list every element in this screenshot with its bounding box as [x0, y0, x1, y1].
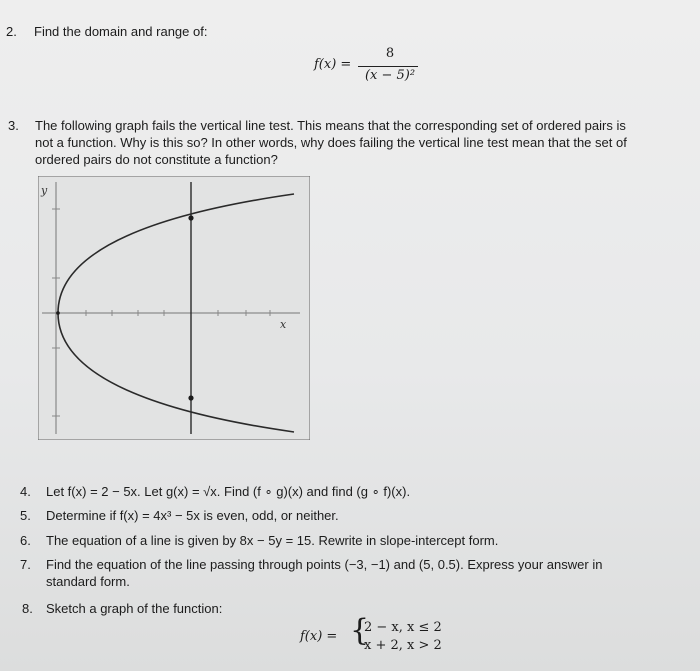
q8-piece2: x + 2, x > 2: [364, 638, 442, 653]
q2-fx-numerator: 8: [385, 46, 395, 61]
graph-y-label: y: [41, 184, 48, 197]
q5-number: 5.: [20, 508, 31, 523]
q3-line1: The following graph fails the vertical line test. This means that the corresponding set of ordered pairs is: [35, 118, 626, 133]
q7-number: 7.: [20, 557, 31, 572]
graph-x-label: x: [280, 318, 287, 331]
q8-fx-lhs: f(x) =: [300, 629, 338, 644]
q2-number: 2.: [6, 24, 17, 39]
q2-text: Find the domain and range of:: [34, 24, 208, 39]
q8-number: 8.: [22, 601, 33, 616]
q7-line1: Find the equation of the line passing through points (−3, −1) and (5, 0.5). Express your answer in: [46, 557, 603, 572]
graph-frame: [38, 176, 310, 440]
q2-fx-lhs: f(x) =: [314, 57, 352, 72]
q8-piece1: 2 − x, x ≤ 2: [364, 620, 442, 635]
q2-fx-denominator: (x − 5)²: [364, 68, 416, 83]
q2-fraction: [314, 46, 434, 86]
intersection-point-upper: [188, 215, 193, 220]
q4-text: Let f(x) = 2 − 5x. Let g(x) = √x. Find (f ∘ g)(x) and find (g ∘ f)(x).: [46, 484, 411, 499]
q8-text: Sketch a graph of the function:: [46, 601, 223, 616]
q3-line3: ordered pairs do not constitute a function?: [35, 152, 278, 167]
q6-text: The equation of a line is given by 8x − 5y = 15. Rewrite in slope-intercept form.: [46, 533, 499, 548]
q8-piecewise-function: [300, 613, 460, 662]
q6-number: 6.: [20, 533, 31, 548]
vertex-point: [56, 311, 60, 315]
q3-sideways-parabola-graph: [38, 176, 310, 440]
intersection-point-lower: [188, 395, 193, 400]
q3-line2: not a function. Why is this so? In other words, why does failing the vertical line test mean that the set of: [35, 135, 627, 150]
q5-text: Determine if f(x) = 4x³ − 5x is even, odd, or neither.: [46, 508, 339, 523]
left-brace: {: [350, 613, 370, 648]
fraction-bar: [358, 66, 418, 67]
q7-line2: standard form.: [46, 574, 130, 589]
q3-number: 3.: [8, 118, 19, 133]
q4-number: 4.: [20, 484, 31, 499]
